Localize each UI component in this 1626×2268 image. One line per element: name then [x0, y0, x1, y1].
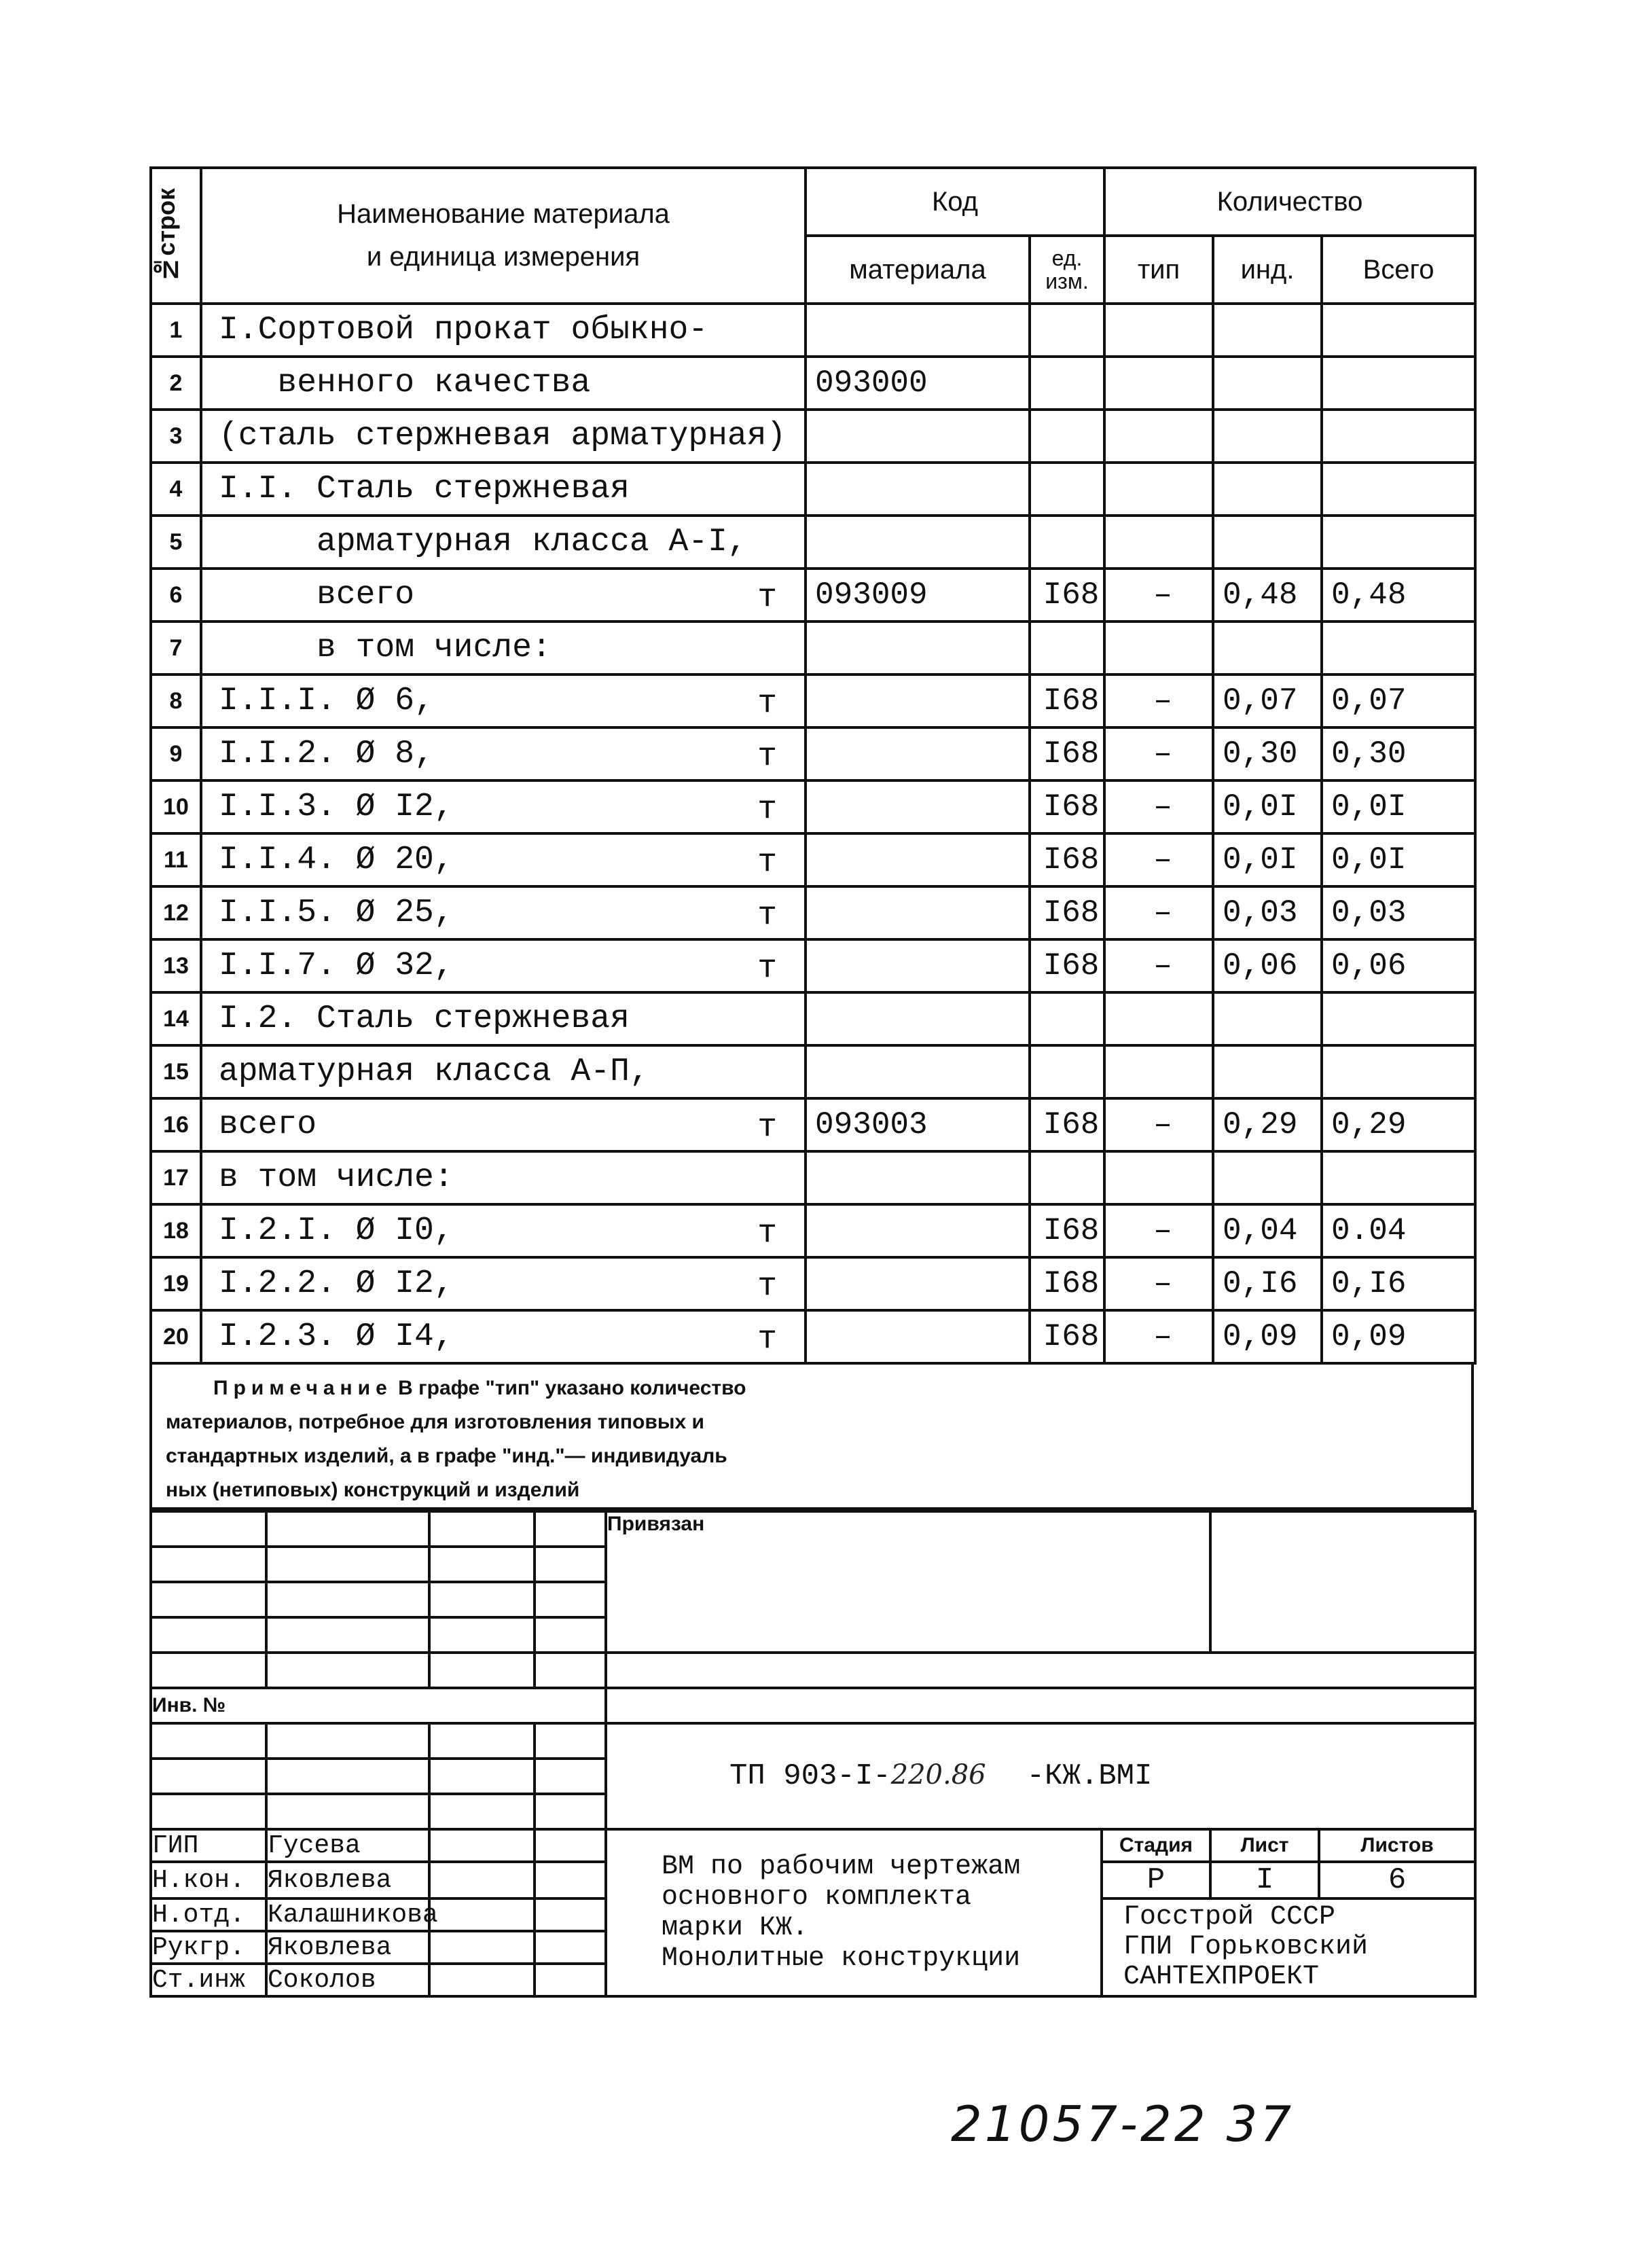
material-code	[806, 833, 1030, 886]
table-row	[151, 463, 1475, 516]
type-qty: –	[1104, 569, 1213, 622]
row-number: 10	[151, 780, 201, 833]
total-qty	[1322, 516, 1475, 569]
signer-role: Н.отд.	[151, 1898, 266, 1931]
material-name: в том числе:	[201, 1151, 806, 1204]
material-name: I.I.5. Ø 25, т	[201, 886, 806, 939]
unit-code	[1030, 622, 1104, 674]
unit-code: I68	[1030, 833, 1104, 886]
unit-code	[1030, 463, 1104, 516]
sheet-label: Лист	[1210, 1829, 1319, 1862]
signer-name: Калашникова	[266, 1898, 429, 1931]
material-code	[806, 992, 1030, 1045]
material-code	[806, 410, 1030, 463]
material-code	[806, 622, 1030, 674]
signature	[429, 1829, 535, 1862]
total-qty: 0,I6	[1322, 1257, 1475, 1310]
material-code	[806, 516, 1030, 569]
note-line: ных (нетиповых) конструкций и изделий	[166, 1479, 580, 1501]
document-code: ТП 903-I-220.86 -КЖ.ВМI	[606, 1723, 1475, 1829]
table-row	[151, 780, 1475, 833]
signer-name: Яковлева	[266, 1862, 429, 1898]
total-qty	[1322, 1045, 1475, 1098]
table-row	[151, 1098, 1475, 1151]
material-name: I.I.7. Ø 32, т	[201, 939, 806, 992]
material-code	[806, 1204, 1030, 1257]
total-qty: 0,48	[1322, 569, 1475, 622]
date-cell	[535, 1829, 606, 1862]
note-line: стандартных изделий, а в графе "инд."— индивидуаль	[166, 1445, 727, 1467]
type-qty	[1104, 463, 1213, 516]
spec-sheet	[149, 166, 1474, 1998]
unit-code	[1030, 1045, 1104, 1098]
type-header: тип	[1104, 236, 1213, 304]
row-number: 4	[151, 463, 201, 516]
type-qty: –	[1104, 833, 1213, 886]
signer-name: Яковлева	[266, 1931, 429, 1964]
unit-label: т	[757, 950, 777, 987]
ind-qty: 0,29	[1213, 1098, 1322, 1151]
material-name: I.I.2. Ø 8, т	[201, 727, 806, 780]
material-name: арматурная класса А-П,	[201, 1045, 806, 1098]
row-number: 7	[151, 622, 201, 674]
ind-qty	[1213, 992, 1322, 1045]
type-qty: –	[1104, 1257, 1213, 1310]
material-name: арматурная класса А-I,	[201, 516, 806, 569]
total-qty: 0,30	[1322, 727, 1475, 780]
total-qty: 0.04	[1322, 1204, 1475, 1257]
materials-table	[149, 166, 1477, 1365]
row-number-header: №строк	[151, 168, 201, 304]
signer-role: Ст.инж	[151, 1964, 266, 1996]
signer-role: Н.кон.	[151, 1862, 266, 1898]
unit-code	[1030, 1151, 1104, 1204]
ind-qty: 0,04	[1213, 1204, 1322, 1257]
archive-number: 21057-22 37	[951, 2095, 1295, 2153]
ind-qty: 0,I6	[1213, 1257, 1322, 1310]
inv-number: Инв. №	[151, 1688, 606, 1723]
material-name: I.I.I. Ø 6, т	[201, 674, 806, 727]
signature	[429, 1931, 535, 1964]
type-qty: –	[1104, 1310, 1213, 1363]
table-row	[151, 1310, 1475, 1363]
row-number: 2	[151, 357, 201, 410]
table-row	[151, 1257, 1475, 1310]
row-number: 16	[151, 1098, 201, 1151]
table-row	[151, 516, 1475, 569]
signature	[429, 1898, 535, 1931]
date-cell	[535, 1931, 606, 1964]
table-row	[151, 304, 1475, 357]
material-code	[806, 463, 1030, 516]
type-qty	[1104, 992, 1213, 1045]
row-number: 19	[151, 1257, 201, 1310]
note-line: В графе "тип" указано количество	[392, 1377, 746, 1399]
total-qty: 0,0I	[1322, 833, 1475, 886]
material-name: I.2.2. Ø I2, т	[201, 1257, 806, 1310]
unit-label: т	[757, 738, 777, 775]
ind-qty: 0,48	[1213, 569, 1322, 622]
total-qty: 0,09	[1322, 1310, 1475, 1363]
unit-code: I68	[1030, 674, 1104, 727]
quantity-header: Количество	[1104, 168, 1475, 236]
material-code: 093000	[806, 357, 1030, 410]
material-name: I.I.4. Ø 20, т	[201, 833, 806, 886]
ind-qty	[1213, 1151, 1322, 1204]
signature	[429, 1964, 535, 1996]
signer-role: ГИП	[151, 1829, 266, 1862]
material-code-header: материала	[806, 236, 1030, 304]
ind-qty: 0,0I	[1213, 780, 1322, 833]
material-name: I.2.3. Ø I4, т	[201, 1310, 806, 1363]
material-code	[806, 780, 1030, 833]
material-code	[806, 886, 1030, 939]
material-code	[806, 1257, 1030, 1310]
material-code	[806, 939, 1030, 992]
note	[149, 1365, 1474, 1510]
ind-qty	[1213, 622, 1322, 674]
total-qty	[1322, 304, 1475, 357]
total-qty	[1322, 1151, 1475, 1204]
unit-code: I68	[1030, 886, 1104, 939]
type-qty: –	[1104, 1204, 1213, 1257]
unit-code: I68	[1030, 727, 1104, 780]
material-name-header: Наименование материала и единица измерения	[201, 168, 806, 304]
unit-label: т	[757, 897, 777, 934]
material-code	[806, 304, 1030, 357]
type-qty: –	[1104, 939, 1213, 992]
table-row	[151, 1151, 1475, 1204]
material-code: 093003	[806, 1098, 1030, 1151]
date-cell	[535, 1898, 606, 1931]
document-description: ВМ по рабочим чертежам основного комплекта марки КЖ. Монолитные конструкции	[606, 1829, 1102, 1996]
table-row	[151, 674, 1475, 727]
signer-role: Рукгр.	[151, 1931, 266, 1964]
ind-qty: 0,03	[1213, 886, 1322, 939]
unit-code	[1030, 410, 1104, 463]
sheet-value: I	[1210, 1862, 1319, 1898]
unit-code	[1030, 992, 1104, 1045]
unit-label: т	[757, 1109, 777, 1146]
note-label: Примечание	[213, 1377, 393, 1399]
unit-code: I68	[1030, 1098, 1104, 1151]
unit-code: I68	[1030, 780, 1104, 833]
ind-qty	[1213, 410, 1322, 463]
row-number: 1	[151, 304, 201, 357]
material-name: всего т	[201, 569, 806, 622]
unit-code: I68	[1030, 1257, 1104, 1310]
unit-code	[1030, 357, 1104, 410]
ind-qty: 0,07	[1213, 674, 1322, 727]
type-qty	[1104, 304, 1213, 357]
organization: Госстрой СССР ГПИ Горьковский САНТЕХПРОЕКТ	[1102, 1898, 1475, 1996]
row-number: 3	[151, 410, 201, 463]
total-header: Всего	[1322, 236, 1475, 304]
ind-qty: 0,0I	[1213, 833, 1322, 886]
table-row	[151, 569, 1475, 622]
signer-name: Гусева	[266, 1829, 429, 1862]
total-qty	[1322, 357, 1475, 410]
table-row	[151, 622, 1475, 674]
type-qty: –	[1104, 1098, 1213, 1151]
total-qty: 0,07	[1322, 674, 1475, 727]
table-row	[151, 1045, 1475, 1098]
table-row	[151, 886, 1475, 939]
unit-code: I68	[1030, 1204, 1104, 1257]
stage-label: Стадия	[1102, 1829, 1210, 1862]
signatures	[151, 1829, 1475, 1996]
material-code	[806, 727, 1030, 780]
row-number: 11	[151, 833, 201, 886]
row-number: 5	[151, 516, 201, 569]
ind-qty: 0,30	[1213, 727, 1322, 780]
row-number: 18	[151, 1204, 201, 1257]
table-body	[151, 304, 1475, 1363]
total-qty: 0,0I	[1322, 780, 1475, 833]
row-number: 13	[151, 939, 201, 992]
unit-header: ед. изм.	[1030, 236, 1104, 304]
signer-name: Соколов	[266, 1964, 429, 1996]
sheets-label: Листов	[1319, 1829, 1475, 1862]
title-block	[149, 1510, 1477, 1998]
unit-label: т	[757, 1215, 777, 1252]
type-qty	[1104, 1151, 1213, 1204]
material-code	[806, 674, 1030, 727]
row-number: 6	[151, 569, 201, 622]
table-row	[151, 1204, 1475, 1257]
table-row	[151, 833, 1475, 886]
row-number: 9	[151, 727, 201, 780]
unit-code: I68	[1030, 939, 1104, 992]
table-row	[151, 727, 1475, 780]
material-name: I.I.3. Ø I2, т	[201, 780, 806, 833]
type-qty	[1104, 357, 1213, 410]
unit-label: т	[757, 579, 777, 616]
type-qty: –	[1104, 727, 1213, 780]
stage-value: Р	[1102, 1862, 1210, 1898]
unit-label: т	[757, 1268, 777, 1305]
material-code	[806, 1151, 1030, 1204]
type-qty	[1104, 410, 1213, 463]
unit-label: т	[757, 1321, 777, 1358]
privyazan-label: Привязан	[607, 1513, 705, 1535]
row-number: 8	[151, 674, 201, 727]
ind-qty: 0,06	[1213, 939, 1322, 992]
unit-code: I68	[1030, 1310, 1104, 1363]
sheets-value: 6	[1319, 1862, 1475, 1898]
ind-qty	[1213, 463, 1322, 516]
material-code: 093009	[806, 569, 1030, 622]
type-qty: –	[1104, 674, 1213, 727]
ind-qty: 0,09	[1213, 1310, 1322, 1363]
total-qty	[1322, 992, 1475, 1045]
total-qty: 0,03	[1322, 886, 1475, 939]
total-qty: 0,29	[1322, 1098, 1475, 1151]
total-qty	[1322, 410, 1475, 463]
material-code	[806, 1045, 1030, 1098]
type-qty	[1104, 516, 1213, 569]
row-number: 20	[151, 1310, 201, 1363]
row-number: 17	[151, 1151, 201, 1204]
total-qty	[1322, 463, 1475, 516]
unit-code: I68	[1030, 569, 1104, 622]
material-code	[806, 1310, 1030, 1363]
privyazan-cell	[606, 1511, 1210, 1653]
type-qty	[1104, 1045, 1213, 1098]
type-qty: –	[1104, 780, 1213, 833]
note-line: материалов, потребное для изготовления типовых и	[166, 1411, 704, 1433]
material-name: I.2. Сталь стержневая	[201, 992, 806, 1045]
type-qty: –	[1104, 886, 1213, 939]
unit-code	[1030, 516, 1104, 569]
signature	[429, 1862, 535, 1898]
table-row	[151, 410, 1475, 463]
table-row	[151, 939, 1475, 992]
row-number: 12	[151, 886, 201, 939]
material-name: в том числе:	[201, 622, 806, 674]
ind-header: инд.	[1213, 236, 1322, 304]
unit-label: т	[757, 685, 777, 722]
row-number: 14	[151, 992, 201, 1045]
table-row	[151, 992, 1475, 1045]
unit-code	[1030, 304, 1104, 357]
unit-label: т	[757, 791, 777, 828]
ind-qty	[1213, 357, 1322, 410]
material-name: I.Сортовой прокат обыкно-	[201, 304, 806, 357]
material-name: I.I. Сталь стержневая	[201, 463, 806, 516]
date-cell	[535, 1862, 606, 1898]
date-cell	[535, 1964, 606, 1996]
row-number: 15	[151, 1045, 201, 1098]
material-name: (сталь стержневая арматурная)	[201, 410, 806, 463]
material-name: I.2.I. Ø I0, т	[201, 1204, 806, 1257]
ind-qty	[1213, 516, 1322, 569]
table-row	[151, 357, 1475, 410]
material-name: всего т	[201, 1098, 806, 1151]
total-qty: 0,06	[1322, 939, 1475, 992]
type-qty	[1104, 622, 1213, 674]
ind-qty	[1213, 304, 1322, 357]
material-name: венного качества	[201, 357, 806, 410]
ind-qty	[1213, 1045, 1322, 1098]
code-header: Код	[806, 168, 1104, 236]
unit-label: т	[757, 844, 777, 881]
total-qty	[1322, 622, 1475, 674]
